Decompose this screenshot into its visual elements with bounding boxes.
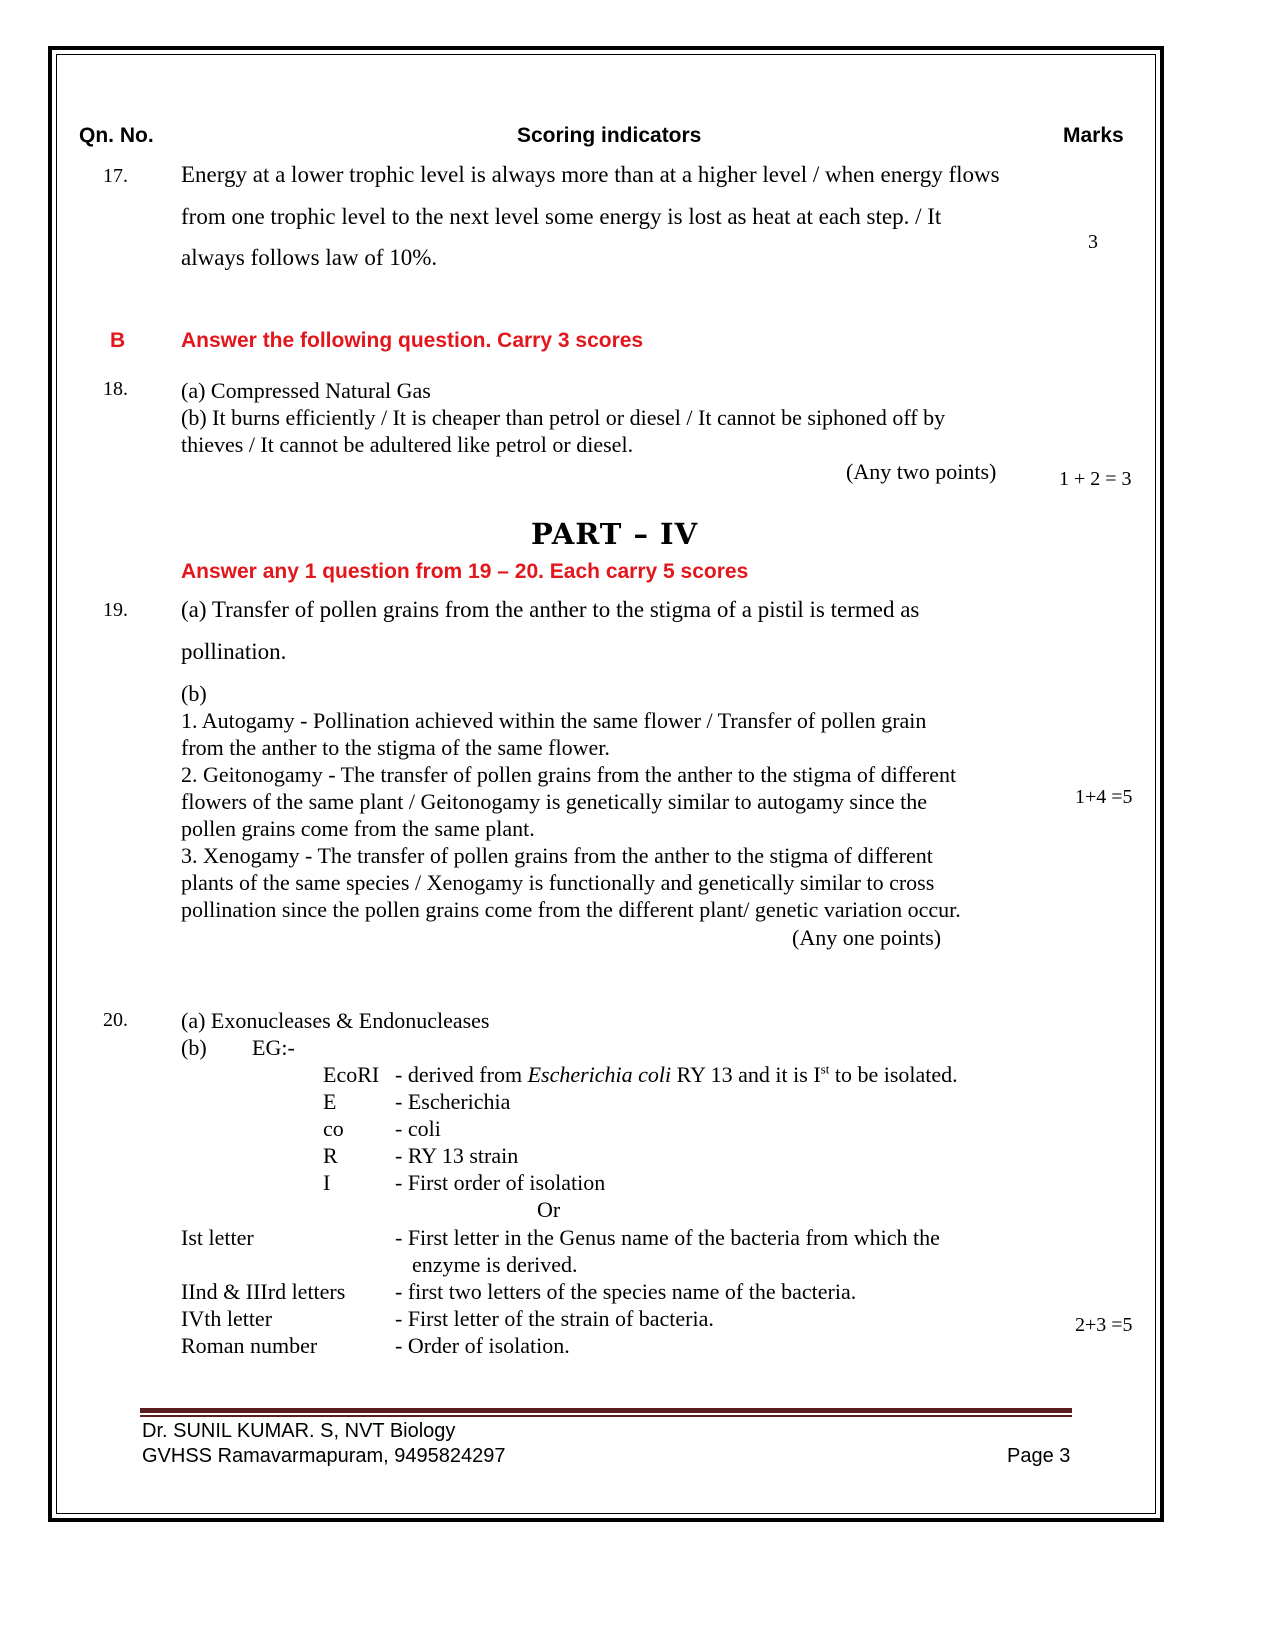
ecori-desc: [395, 1062, 958, 1088]
footer-school: GVHSS Ramavarmapuram, 9495824297: [142, 1445, 506, 1467]
rule-2-desc: - first two letters of the species name of the bacteria.: [395, 1279, 857, 1304]
letter-e-term: E: [323, 1089, 337, 1114]
rule-2-term: IInd & IIIrd letters: [181, 1279, 346, 1304]
ecori-term: EcoRI: [323, 1062, 380, 1087]
rule-1-desc: - First letter in the Genus name of the bacteria from which the: [395, 1225, 940, 1250]
rule-4-desc: - Order of isolation.: [395, 1333, 570, 1358]
q18-line-1: (a) Compressed Natural Gas: [181, 378, 431, 403]
header-qn-no: Qn. No.: [79, 124, 154, 147]
rule-3-term: IVth letter: [181, 1306, 273, 1331]
header-scoring-indicators: Scoring indicators: [517, 124, 702, 147]
letter-r-desc: - RY 13 strain: [395, 1143, 519, 1168]
q20-number: 20.: [103, 1009, 128, 1031]
footer-rule-thick: [140, 1408, 1072, 1413]
ecori-desc-end: to be isolated.: [829, 1062, 958, 1087]
q17-line-2: from one trophic level to the next level some energy is lost as heat at each step. / It: [181, 204, 942, 229]
q18-number: 18.: [103, 378, 128, 400]
ecori-sup: st: [820, 1061, 830, 1077]
q17-line-1: Energy at a lower trophic level is always more than at a higher level / when energy flows: [181, 162, 1000, 187]
q18-note: (Any two points): [846, 459, 997, 484]
q19-marks: 1+4 =5: [1075, 786, 1133, 808]
q20-a: (a) Exonucleases & Endonucleases: [181, 1008, 490, 1033]
footer-rule-thin: [140, 1415, 1072, 1417]
part-iv-title: PART – IV: [531, 517, 699, 551]
rule-1-desc-cont: enzyme is derived.: [412, 1252, 578, 1277]
q19-a-line-1: (a) Transfer of pollen grains from the anther to the stigma of a pistil is termed as: [181, 597, 920, 622]
q19-b-line-6: pollen grains come from the same plant.: [181, 816, 535, 841]
rule-3-desc: - First letter of the strain of bacteria.: [395, 1306, 714, 1331]
q20-eg: EG:-: [252, 1035, 295, 1060]
q18-body: [181, 377, 945, 458]
part-iv-instruction: Answer any 1 question from 19 – 20. Each carry 5 scores: [181, 560, 749, 583]
q18-marks: 1 + 2 = 3: [1059, 468, 1132, 490]
q19-b-line-5: flowers of the same plant / Geitonogamy is genetically similar to autogamy since the: [181, 789, 927, 814]
ecori-desc-post: RY 13 and it is I: [671, 1062, 821, 1087]
letter-i-desc: - First order of isolation: [395, 1170, 606, 1195]
letter-e-desc: - Escherichia: [395, 1089, 511, 1114]
q17-number: 17.: [103, 165, 128, 187]
letter-i-term: I: [323, 1170, 331, 1195]
footer-page-number: Page 3: [1007, 1445, 1071, 1467]
rule-1-term: Ist letter: [181, 1225, 254, 1250]
q19-number: 19.: [103, 599, 128, 621]
letter-co-desc: - coli: [395, 1116, 441, 1141]
header-marks: Marks: [1063, 124, 1124, 147]
ecori-species: Escherichia coli: [527, 1062, 672, 1087]
ecori-desc-pre: - derived from: [395, 1062, 528, 1087]
letter-r-term: R: [323, 1143, 338, 1168]
letter-co-term: co: [323, 1116, 344, 1141]
q19-b-line-3: from the anther to the stigma of the same flower.: [181, 735, 610, 760]
q19-b-line-8: plants of the same species / Xenogamy is functionally and genetically similar to cross: [181, 870, 935, 895]
q20-b-label: (b): [181, 1035, 207, 1060]
section-b-label: B: [110, 329, 126, 352]
rule-4-term: Roman number: [181, 1333, 318, 1358]
q20-or: Or: [537, 1197, 561, 1222]
footer-author: Dr. SUNIL KUMAR. S, NVT Biology: [142, 1420, 456, 1442]
q17-marks: 3: [1088, 231, 1098, 253]
q20-marks: 2+3 =5: [1075, 1314, 1133, 1336]
q19-b-body: [181, 680, 961, 923]
q19-b-line-1: (b): [181, 681, 207, 706]
q18-line-3: thieves / It cannot be adultered like petrol or diesel.: [181, 432, 634, 457]
q17-line-3: always follows law of 10%.: [181, 245, 438, 270]
q18-line-2: (b) It burns efficiently / It is cheaper than petrol or diesel / It cannot be siphoned off by: [181, 405, 946, 430]
q19-b-line-7: 3. Xenogamy - The transfer of pollen grains from the anther to the stigma of different: [181, 843, 933, 868]
q19-b-line-2: 1. Autogamy - Pollination achieved within the same flower / Transfer of pollen grain: [181, 708, 927, 733]
q19-a-line-2: pollination.: [181, 639, 287, 664]
q19-b-line-9: pollination since the pollen grains come from the different plant/ genetic variation occur.: [181, 897, 961, 922]
q19-b-line-4: 2. Geitonogamy - The transfer of pollen grains from the anther to the stigma of different: [181, 762, 957, 787]
section-b-instruction: Answer the following question. Carry 3 scores: [181, 329, 644, 352]
q19-note: (Any one points): [792, 925, 942, 950]
